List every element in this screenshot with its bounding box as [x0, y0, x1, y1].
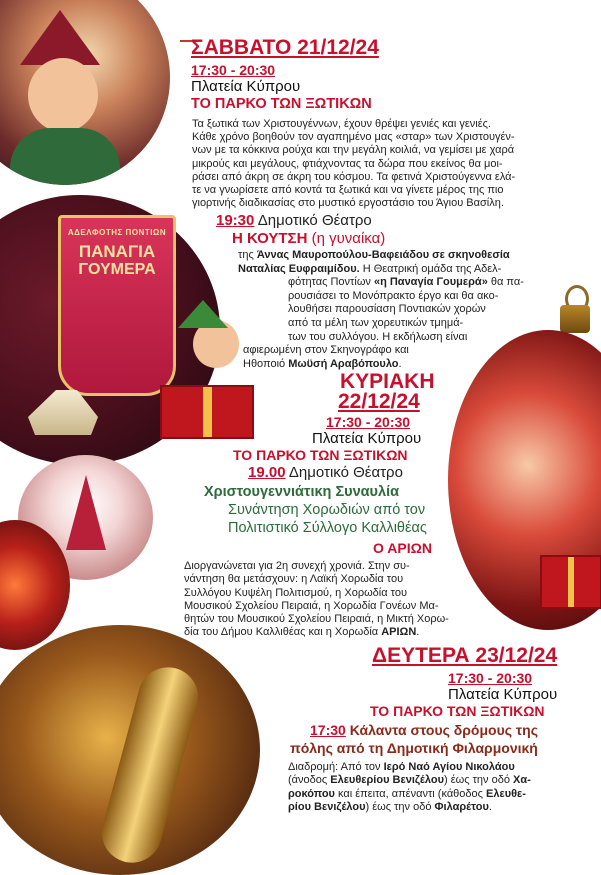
saturday-desc-line: Κάθε χρόνο βοηθούν τον αγαπημένο μας «σταρ» των Χριστουγέν-	[192, 131, 515, 144]
sunday-desc-line: Μουσικού Σχολείου Πειραιά, η Χορωδία Γονέων Μα-	[184, 599, 439, 612]
play-desc-line: λουθήσει παρουσίαση Ποντιακών χορών	[288, 303, 486, 316]
saturday-description	[192, 118, 564, 210]
play-desc-line: ρουσιάσει το Μονόπρακτο έργο και θα ακο-	[288, 289, 499, 302]
route-text: Ιερό Ναό Αγίου Νικολάου	[383, 761, 515, 773]
elf-hat-icon	[20, 10, 100, 65]
monday-event: ΤΟ ΠΑΡΚΟ ΤΩΝ ΞΩΤΙΚΩΝ	[370, 703, 545, 719]
play-desc-line: αφιερωμένη στον Σκηνογράφο και	[243, 344, 409, 357]
monday-place: Πλατεία Κύπρου	[448, 686, 558, 703]
saxophone-circle	[0, 625, 260, 875]
route-text: .	[488, 800, 492, 813]
sunday-description	[184, 560, 454, 640]
sunday-heading-date: 22/12/24	[338, 390, 420, 413]
route-text: Χα-	[513, 774, 531, 787]
route-text: και έπειτα, απέναντι (κάθοδος	[334, 787, 487, 800]
gift-box-icon	[160, 385, 254, 439]
route-text: ροκόπου	[288, 787, 335, 800]
sunday-desc-line: Διοργανώνεται για 2η συνεχή χρονιά. Στην συ-	[184, 560, 410, 572]
christmas-tree-icon	[66, 475, 106, 550]
play-desc-text: Μωϋσή Αραβόπουλο	[288, 357, 399, 370]
route-text: ) έως την οδό	[444, 774, 514, 787]
sunday-desc-line	[184, 626, 454, 639]
route-line	[288, 788, 566, 801]
route-text: Διαδρομή: Από τον	[288, 761, 384, 773]
sunday-desc-line: θητών του Μουσικού Σχολείου Πειραιά, η Μικτή Χορω-	[184, 613, 449, 626]
saturday-desc-line: Τα ξωτικά των Χριστουγέννων, έχουν θρέψει γενιές και γενιές.	[192, 118, 491, 130]
saturday-desc-line: μικρούς και μεγάλους, φτιάχνοντας τα δώρα που εκείνος θα μοι-	[192, 157, 503, 170]
play-desc-text: θα πα-	[487, 276, 524, 289]
elf-photo-circle	[0, 0, 170, 185]
sunday-desc-text: ΑΡΙΩΝ	[381, 626, 417, 639]
concert-organizer: Ο ΑΡΙΩΝ	[373, 540, 432, 556]
sunday-theatre-line	[248, 464, 403, 481]
sunday-desc-text: .	[416, 626, 420, 639]
monday-time: 17:30 - 20:30	[448, 670, 533, 686]
saturday-desc-line: τε να γνωρίσετε από κοντά τα ξωτικά και να γίνετε μέρος της πιο	[192, 184, 504, 197]
banner-line-2: ΓΟΥΜΕΡΑ	[78, 261, 156, 278]
play-desc-text: .	[398, 357, 402, 370]
route-text: (άνοδος	[288, 774, 331, 787]
play-subtitle: (η γυναίκα)	[311, 230, 386, 247]
concert-line-3: Πολιτιστικό Σύλλογο Καλλιθέας	[228, 520, 427, 536]
play-desc-text: Άννας Μαυροπούλου-Βαφειάδου σε σκηνοθεσία	[256, 249, 510, 261]
route-line	[288, 801, 566, 814]
play-title: Η ΚΟΥΤΣΗ	[232, 230, 308, 247]
route-line	[288, 761, 566, 774]
route-text: ) έως την οδό	[365, 800, 435, 813]
sunday-place: Πλατεία Κύπρου	[312, 430, 422, 447]
play-desc-line	[238, 276, 566, 290]
carol-time: 17:30	[310, 722, 346, 738]
elf-body-icon	[10, 128, 120, 185]
saturday-desc-line: ράσει από άκρη σε άκρη του κόσμου. Τα φετινά Χριστούγεννα ελά-	[192, 170, 516, 183]
concert-title: Χριστουγεννιάτικη Συναυλία	[204, 484, 400, 500]
pontian-banner	[58, 215, 176, 396]
elf-face-icon	[28, 58, 98, 132]
saturday-theatre-line	[216, 212, 372, 229]
play-desc-text: της	[238, 249, 257, 261]
route-text: Ελευθερίου Βενιζέλου	[330, 774, 445, 787]
route-line	[288, 774, 566, 787]
play-desc-text: Ηθοποιό	[243, 357, 289, 370]
saturday-event: ΤΟ ΠΑΡΚΟ ΤΩΝ ΞΩΤΙΚΩΝ	[191, 96, 372, 112]
play-description	[238, 249, 566, 371]
play-desc-text: φότητας Ποντίων	[288, 276, 374, 289]
saturday-heading: ΣΑΒΒΑΤΟ 21/12/24	[191, 36, 379, 59]
elf-with-gift-hat-icon	[178, 300, 228, 328]
carol-text-1: Κάλαντα στους δρόμους της	[345, 722, 538, 738]
saturday-theatre-place: Δημοτικό Θέατρο	[257, 212, 372, 229]
monday-heading: ΔΕΥΤΕΡΑ 23/12/24	[372, 644, 558, 667]
saturday-desc-line: νων με τα κόκκινα ρούχα και την μεγάλη κοιλιά, να γεμίσει με χαρά	[192, 144, 515, 157]
sunday-time: 17:30 - 20:30	[326, 414, 411, 430]
play-desc-text: Η Θεατρική ομάδα της Αδελ-	[359, 262, 502, 275]
play-desc-line	[238, 249, 566, 263]
monday-route	[288, 761, 566, 814]
route-text: ρίου Βενιζέλου	[288, 800, 366, 813]
saturday-theatre-time: 19:30	[216, 212, 255, 229]
concert-line-2: Συνάντηση Χορωδιών από τον	[228, 502, 426, 518]
carol-line-1	[310, 722, 538, 738]
play-desc-text: Ναταλίας Ευφραιμίδου.	[238, 262, 360, 275]
sunday-theatre-time: 19.00	[248, 464, 286, 481]
banner-top-text: ΑΔΕΛΦΟΤΗΣ ΠΟΝΤΙΩΝ	[67, 228, 167, 237]
saturday-desc-line: γιορτινής διαδικασίας στο μυστικό εργοστάσιο του Άγιου Βασίλη.	[192, 197, 504, 210]
route-text: Φιλαρέτου	[434, 800, 489, 813]
play-desc-line: των του συλλόγου. Η εκδήλωση είναι	[288, 330, 468, 343]
gift-box-right-icon	[540, 555, 601, 609]
play-title-line	[232, 230, 385, 247]
sunday-event: ΤΟ ΠΑΡΚΟ ΤΩΝ ΞΩΤΙΚΩΝ	[233, 447, 408, 463]
sunday-desc-line: νάντηση θα μετάσχουν: η Λαϊκή Χορωδία του	[184, 573, 404, 586]
saxophone-icon	[95, 661, 205, 870]
saturday-time: 17:30 - 20:30	[191, 62, 276, 78]
carol-line-2: πόλης από τη Δημοτική Φιλαρμονική	[290, 740, 538, 756]
play-desc-line	[238, 263, 566, 277]
sunday-desc-line: Συλλόγου Κυψέλη Πολιτισμού, η Χορωδία του	[184, 586, 407, 599]
banner-line-1: ΠΑΝΑΓΙΑ	[78, 242, 156, 261]
route-text: Ελευθε-	[486, 787, 526, 800]
sunday-desc-text: δία του Δήμου Καλλιθέας και η Χορωδία	[184, 626, 382, 639]
play-desc-text: «η Παναγία Γουμερά»	[373, 276, 488, 289]
play-desc-line: από τα μέλη των χορευτικών τμημά-	[288, 316, 464, 329]
sunday-theatre-place: Δημοτικό Θέατρο	[288, 464, 403, 481]
saturday-place: Πλατεία Κύπρου	[191, 78, 301, 95]
sunday-heading-day: ΚΥΡΙΑΚΗ	[340, 370, 435, 393]
